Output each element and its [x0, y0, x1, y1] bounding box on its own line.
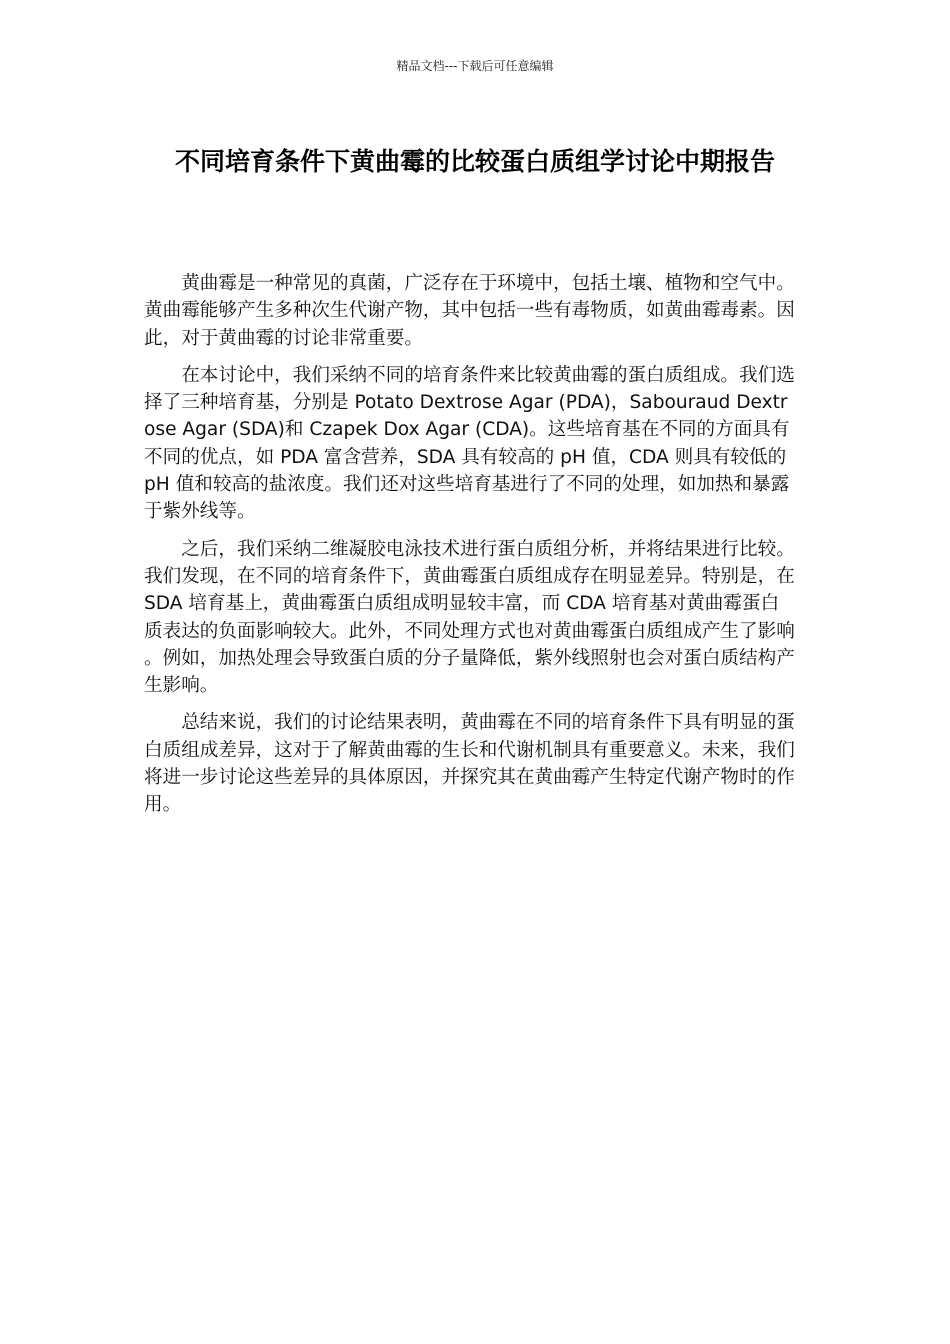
document-body — [144, 270, 796, 829]
paragraph-results: 之后，我们采纳二维凝胶电泳技术进行蛋白质组分析，并将结果进行比较。我们发现，在不同的培育条件下，黄曲霉蛋白质组成存在明显差异。特别是，在 SDA 培育基上，黄曲霉蛋白质组成明显较丰富，而 CDA 培育基对黄曲霉蛋白质表达的负面影响较大。此外，不同处理方式也对黄曲霉蛋白质组成产生了影响。例如，加热处理会导致蛋白质的分子量降低，紫外线照射也会对蛋白质结构产生影响。 — [144, 538, 795, 697]
document-title: 不同培育条件下黄曲霉的比较蛋白质组学讨论中期报告 — [174, 147, 775, 176]
paragraph-intro: 黄曲霉是一种常见的真菌，广泛存在于环境中，包括土壤、植物和空气中。黄曲霉能够产生多种次生代谢产物，其中包括一些有毒物质，如黄曲霉毒素。因此，对于黄曲霉的讨论非常重要。 — [144, 273, 795, 349]
paragraph-conclusion: 总结来说，我们的讨论结果表明，黄曲霉在不同的培育条件下具有明显的蛋白质组成差异，这对于了解黄曲霉的生长和代谢机制具有重要意义。未来，我们将进一步讨论这些差异的具体原因，并探究其在黄曲霉产生特定代谢产物时的作用。 — [144, 712, 795, 816]
paragraph-methods: 在本讨论中，我们采纳不同的培育条件来比较黄曲霉的蛋白质组成。我们选择了三种培育基，分别是 Potato Dextrose Agar (PDA)，Sabouraud Dextrose Agar (SDA)和 Czapek Dox Agar (CDA)。这些培育基在不同的方面具有不同的优点，如 PDA 富含营养，SDA 具有较高的 pH 值，CDA 则具有较低的 pH 值和较高的盐浓度。我们还对这些培育基进行了不同的处理，如加热和暴露于紫外线等。 — [144, 364, 795, 523]
page-header: 精品文档---下载后可任意编辑 — [396, 59, 554, 73]
